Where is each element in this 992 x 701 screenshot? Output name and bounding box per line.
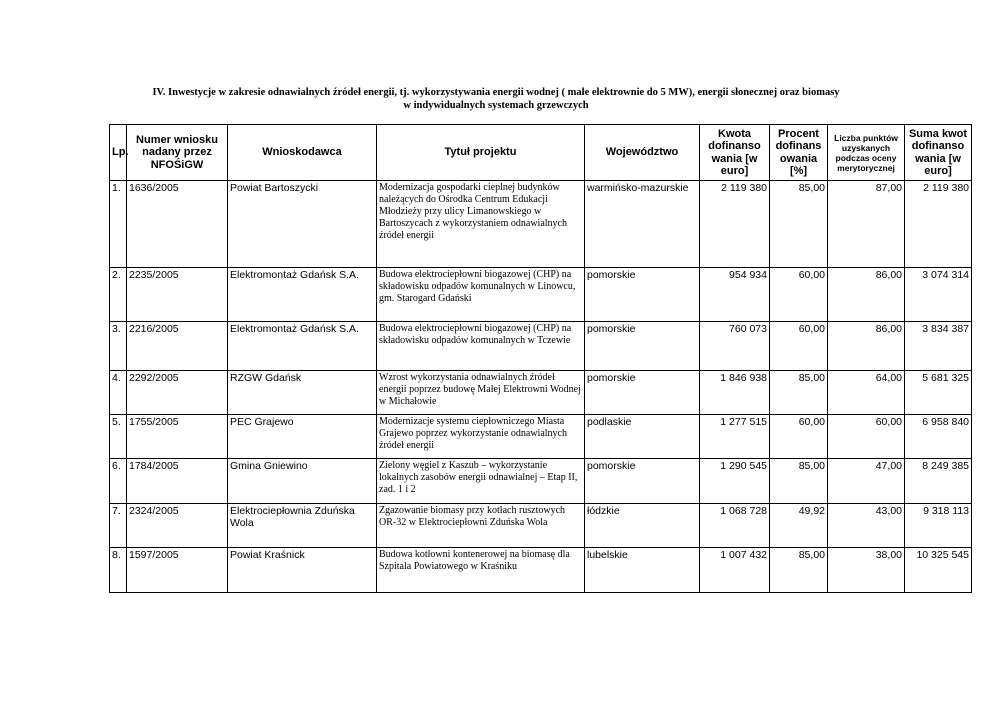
row-wojewodztwo: warmińsko-mazurskie <box>585 181 700 268</box>
row-punkty: 60,00 <box>828 415 905 459</box>
row-kwota: 1 007 432 <box>700 548 770 593</box>
row-tytul: Budowa elektrociepłowni biogazowej (CHP) na składowisku odpadów komunalnych w Tczewie <box>377 322 585 371</box>
table-row <box>110 181 972 268</box>
row-kwota: 2 119 380 <box>700 181 770 268</box>
row-procent: 60,00 <box>770 322 828 371</box>
row-tytul: Zgazowanie biomasy przy kotłach rusztowych OR-32 w Elektrociepłowni Zduńska Wola <box>377 504 585 548</box>
row-wnioskodawca: Powiat Bartoszycki <box>228 181 377 268</box>
row-wnioskodawca: Elektromontaż Gdańsk S.A. <box>228 268 377 322</box>
row-lp: 8. <box>110 548 127 593</box>
header-suma: Suma kwot dofinanso wania [w euro] <box>905 125 972 181</box>
row-procent: 60,00 <box>770 268 828 322</box>
row-procent: 60,00 <box>770 415 828 459</box>
row-wnioskodawca: Elektrociepłownia Zduńska Wola <box>228 504 377 548</box>
row-tytul: Budowa elektrociepłowni biogazowej (CHP) na składowisku odpadów komunalnych w Linowcu, gm. Starogard Gdański <box>377 268 585 322</box>
row-wnioskodawca: PEC Grajewo <box>228 415 377 459</box>
row-numer: 1755/2005 <box>127 415 228 459</box>
row-numer: 1597/2005 <box>127 548 228 593</box>
table-row <box>110 268 972 322</box>
header-tytul: Tytuł projektu <box>377 125 585 181</box>
row-wnioskodawca: Elektromontaż Gdańsk S.A. <box>228 322 377 371</box>
row-numer: 2235/2005 <box>127 268 228 322</box>
table-row <box>110 504 972 548</box>
row-tytul: Modernizacja gospodarki cieplnej budynków należących do Ośrodka Centrum Edukacji Młodzieży przy ulicy Limanowskiego w Bartoszycach z wykorzystaniem odnawialnych źródeł energii <box>377 181 585 268</box>
row-kwota: 954 934 <box>700 268 770 322</box>
table-row <box>110 322 972 371</box>
row-lp: 5. <box>110 415 127 459</box>
row-wojewodztwo: lubelskie <box>585 548 700 593</box>
row-wnioskodawca: RZGW Gdańsk <box>228 371 377 415</box>
row-lp: 1. <box>110 181 127 268</box>
table-row <box>110 371 972 415</box>
row-suma: 6 958 840 <box>905 415 972 459</box>
row-procent: 85,00 <box>770 181 828 268</box>
header-row <box>110 125 972 181</box>
row-suma: 3 074 314 <box>905 268 972 322</box>
row-procent: 49,92 <box>770 504 828 548</box>
row-numer: 1636/2005 <box>127 181 228 268</box>
row-wojewodztwo: pomorskie <box>585 459 700 504</box>
row-wojewodztwo: pomorskie <box>585 371 700 415</box>
row-kwota: 760 073 <box>700 322 770 371</box>
row-numer: 1784/2005 <box>127 459 228 504</box>
row-suma: 9 318 113 <box>905 504 972 548</box>
row-suma: 3 834 387 <box>905 322 972 371</box>
row-procent: 85,00 <box>770 548 828 593</box>
row-numer: 2324/2005 <box>127 504 228 548</box>
header-wnioskodawca: Wnioskodawca <box>228 125 377 181</box>
header-procent: Procent dofinans owania [%] <box>770 125 828 181</box>
row-lp: 2. <box>110 268 127 322</box>
table-row <box>110 415 972 459</box>
table-row <box>110 459 972 504</box>
row-wojewodztwo: podlaskie <box>585 415 700 459</box>
row-wojewodztwo: pomorskie <box>585 322 700 371</box>
row-kwota: 1 846 938 <box>700 371 770 415</box>
header-punkty: Liczba punktów uzyskanych podczas oceny merytorycznej <box>828 125 905 181</box>
header-lp: Lp. <box>110 125 127 181</box>
row-wnioskodawca: Gmina Gniewino <box>228 459 377 504</box>
row-procent: 85,00 <box>770 459 828 504</box>
row-wnioskodawca: Powiat Kraśnick <box>228 548 377 593</box>
row-punkty: 43,00 <box>828 504 905 548</box>
row-punkty: 86,00 <box>828 268 905 322</box>
row-lp: 6. <box>110 459 127 504</box>
row-tytul: Modernizacje systemu ciepłowniczego Miasta Grajewo poprzez wykorzystanie odnawialnych źródeł energii <box>377 415 585 459</box>
table-row <box>110 548 972 593</box>
row-suma: 8 249 385 <box>905 459 972 504</box>
row-kwota: 1 290 545 <box>700 459 770 504</box>
row-suma: 5 681 325 <box>905 371 972 415</box>
row-punkty: 47,00 <box>828 459 905 504</box>
row-wojewodztwo: pomorskie <box>585 268 700 322</box>
row-procent: 85,00 <box>770 371 828 415</box>
row-kwota: 1 277 515 <box>700 415 770 459</box>
row-wojewodztwo: łódzkie <box>585 504 700 548</box>
document-title <box>0 86 992 112</box>
title-line-2: w indywidualnych systemach grzewczych <box>403 100 589 111</box>
row-lp: 3. <box>110 322 127 371</box>
row-kwota: 1 068 728 <box>700 504 770 548</box>
row-lp: 7. <box>110 504 127 548</box>
title-line-1: IV. Inwestycje w zakresie odnawialnych źródeł energii, tj. wykorzystywania energii wodnej ( małe elektrownie do 5 MW), energii słonecznej oraz biomasy <box>152 87 840 98</box>
row-punkty: 86,00 <box>828 322 905 371</box>
row-numer: 2292/2005 <box>127 371 228 415</box>
row-punkty: 87,00 <box>828 181 905 268</box>
row-suma: 10 325 545 <box>905 548 972 593</box>
row-suma: 2 119 380 <box>905 181 972 268</box>
row-lp: 4. <box>110 371 127 415</box>
row-numer: 2216/2005 <box>127 322 228 371</box>
header-kwota: Kwota dofinanso wania [w euro] <box>700 125 770 181</box>
projects-table <box>109 124 972 593</box>
row-tytul: Wzrost wykorzystania odnawialnych źródeł energii poprzez budowę Małej Elektrowni Wodnej w Michałowie <box>377 371 585 415</box>
header-wojewodztwo: Województwo <box>585 125 700 181</box>
row-tytul: Zielony węgiel z Kaszub – wykorzystanie lokalnych zasobów energii odnawialnej – Etap II, zad. 1 i 2 <box>377 459 585 504</box>
row-punkty: 64,00 <box>828 371 905 415</box>
header-numer: Numer wniosku nadany przez NFOŚiGW <box>127 125 228 181</box>
row-tytul: Budowa kotłowni kontenerowej na biomasę dla Szpitala Powiatowego w Kraśniku <box>377 548 585 593</box>
row-punkty: 38,00 <box>828 548 905 593</box>
